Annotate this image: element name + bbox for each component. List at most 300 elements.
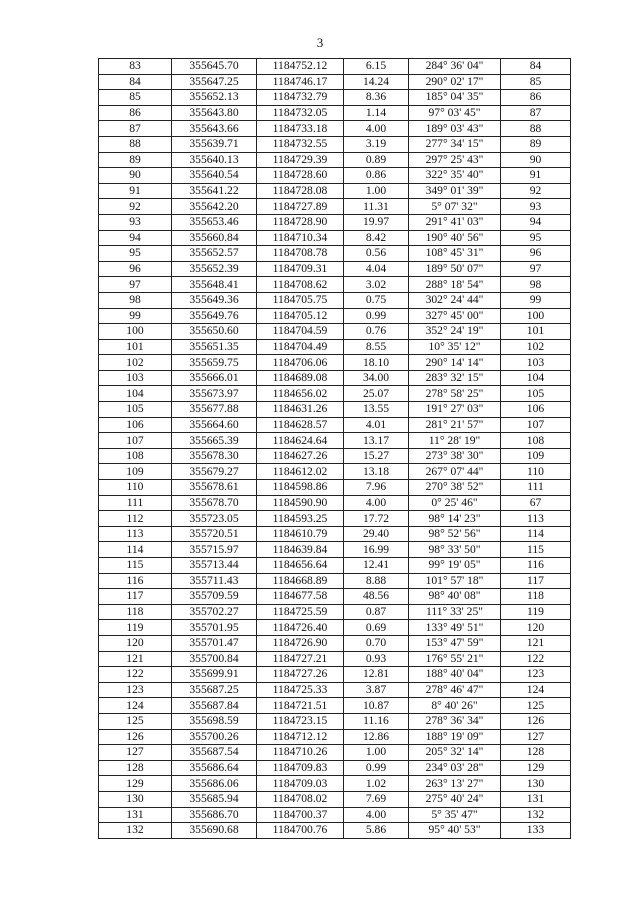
point-number-cell: 102 bbox=[99, 355, 172, 371]
distance-cell: 16.99 bbox=[344, 542, 409, 558]
next-point-cell: 127 bbox=[501, 729, 571, 745]
next-point-cell: 99 bbox=[501, 292, 571, 308]
x-coordinate-cell: 355678.61 bbox=[172, 480, 257, 496]
distance-cell: 11.31 bbox=[344, 199, 409, 215]
x-coordinate-cell: 355640.13 bbox=[172, 152, 257, 168]
x-coordinate-cell: 355653.46 bbox=[172, 214, 257, 230]
point-number-cell: 122 bbox=[99, 667, 172, 683]
bearing-cell: 10° 35' 12" bbox=[409, 339, 501, 355]
x-coordinate-cell: 355711.43 bbox=[172, 573, 257, 589]
table-row bbox=[99, 59, 571, 75]
point-number-cell: 117 bbox=[99, 589, 172, 605]
point-number-cell: 85 bbox=[99, 90, 172, 106]
x-coordinate-cell: 355679.27 bbox=[172, 464, 257, 480]
y-coordinate-cell: 1184590.90 bbox=[257, 495, 344, 511]
next-point-cell: 84 bbox=[501, 59, 571, 75]
next-point-cell: 113 bbox=[501, 511, 571, 527]
table-row bbox=[99, 713, 571, 729]
table-row bbox=[99, 90, 571, 106]
next-point-cell: 117 bbox=[501, 573, 571, 589]
point-number-cell: 116 bbox=[99, 573, 172, 589]
bearing-cell: 352° 24' 19" bbox=[409, 324, 501, 340]
bearing-cell: 283° 32' 15" bbox=[409, 370, 501, 386]
x-coordinate-cell: 355643.66 bbox=[172, 121, 257, 137]
y-coordinate-cell: 1184710.26 bbox=[257, 745, 344, 761]
table-row bbox=[99, 136, 571, 152]
table-row bbox=[99, 620, 571, 636]
point-number-cell: 127 bbox=[99, 745, 172, 761]
table-row bbox=[99, 183, 571, 199]
y-coordinate-cell: 1184704.59 bbox=[257, 324, 344, 340]
bearing-cell: 189° 50' 07" bbox=[409, 261, 501, 277]
table-row bbox=[99, 776, 571, 792]
y-coordinate-cell: 1184705.12 bbox=[257, 308, 344, 324]
y-coordinate-cell: 1184732.55 bbox=[257, 136, 344, 152]
bearing-cell: 290° 02' 17" bbox=[409, 74, 501, 90]
table-row bbox=[99, 308, 571, 324]
y-coordinate-cell: 1184704.49 bbox=[257, 339, 344, 355]
x-coordinate-cell: 355700.26 bbox=[172, 729, 257, 745]
y-coordinate-cell: 1184624.64 bbox=[257, 433, 344, 449]
x-coordinate-cell: 355645.70 bbox=[172, 59, 257, 75]
point-number-cell: 129 bbox=[99, 776, 172, 792]
point-number-cell: 121 bbox=[99, 651, 172, 667]
x-coordinate-cell: 355659.75 bbox=[172, 355, 257, 371]
next-point-cell: 96 bbox=[501, 246, 571, 262]
bearing-cell: 275° 40' 24" bbox=[409, 791, 501, 807]
x-coordinate-cell: 355687.84 bbox=[172, 698, 257, 714]
coordinates-table bbox=[98, 58, 571, 839]
bearing-cell: 98° 14' 23" bbox=[409, 511, 501, 527]
x-coordinate-cell: 355709.59 bbox=[172, 589, 257, 605]
distance-cell: 1.14 bbox=[344, 105, 409, 121]
distance-cell: 13.55 bbox=[344, 402, 409, 418]
bearing-cell: 98° 33' 50" bbox=[409, 542, 501, 558]
bearing-cell: 277° 34' 15" bbox=[409, 136, 501, 152]
y-coordinate-cell: 1184725.59 bbox=[257, 604, 344, 620]
x-coordinate-cell: 355649.76 bbox=[172, 308, 257, 324]
table-row bbox=[99, 791, 571, 807]
y-coordinate-cell: 1184708.02 bbox=[257, 791, 344, 807]
point-number-cell: 83 bbox=[99, 59, 172, 75]
bearing-cell: 278° 36' 34" bbox=[409, 713, 501, 729]
table-row bbox=[99, 324, 571, 340]
table-row bbox=[99, 480, 571, 496]
bearing-cell: 101° 57' 18" bbox=[409, 573, 501, 589]
y-coordinate-cell: 1184712.12 bbox=[257, 729, 344, 745]
distance-cell: 0.69 bbox=[344, 620, 409, 636]
x-coordinate-cell: 355677.88 bbox=[172, 402, 257, 418]
table-row bbox=[99, 168, 571, 184]
distance-cell: 6.15 bbox=[344, 59, 409, 75]
point-number-cell: 104 bbox=[99, 386, 172, 402]
bearing-cell: 97° 03' 45" bbox=[409, 105, 501, 121]
y-coordinate-cell: 1184710.34 bbox=[257, 230, 344, 246]
point-number-cell: 132 bbox=[99, 823, 172, 839]
x-coordinate-cell: 355639.71 bbox=[172, 136, 257, 152]
x-coordinate-cell: 355660.84 bbox=[172, 230, 257, 246]
distance-cell: 8.55 bbox=[344, 339, 409, 355]
next-point-cell: 125 bbox=[501, 698, 571, 714]
point-number-cell: 95 bbox=[99, 246, 172, 262]
bearing-cell: 185° 04' 35" bbox=[409, 90, 501, 106]
next-point-cell: 92 bbox=[501, 183, 571, 199]
point-number-cell: 100 bbox=[99, 324, 172, 340]
y-coordinate-cell: 1184709.03 bbox=[257, 776, 344, 792]
x-coordinate-cell: 355652.57 bbox=[172, 246, 257, 262]
distance-cell: 0.75 bbox=[344, 292, 409, 308]
x-coordinate-cell: 355720.51 bbox=[172, 526, 257, 542]
x-coordinate-cell: 355673.97 bbox=[172, 386, 257, 402]
table-row bbox=[99, 386, 571, 402]
x-coordinate-cell: 355723.05 bbox=[172, 511, 257, 527]
distance-cell: 13.17 bbox=[344, 433, 409, 449]
distance-cell: 12.81 bbox=[344, 667, 409, 683]
bearing-cell: 327° 45' 00" bbox=[409, 308, 501, 324]
table-row bbox=[99, 760, 571, 776]
table-row bbox=[99, 152, 571, 168]
x-coordinate-cell: 355686.06 bbox=[172, 776, 257, 792]
bearing-cell: 284° 36' 04" bbox=[409, 59, 501, 75]
distance-cell: 0.86 bbox=[344, 168, 409, 184]
y-coordinate-cell: 1184728.08 bbox=[257, 183, 344, 199]
point-number-cell: 86 bbox=[99, 105, 172, 121]
x-coordinate-cell: 355666.01 bbox=[172, 370, 257, 386]
distance-cell: 3.19 bbox=[344, 136, 409, 152]
bearing-cell: 273° 38' 30" bbox=[409, 448, 501, 464]
y-coordinate-cell: 1184728.60 bbox=[257, 168, 344, 184]
table-row bbox=[99, 745, 571, 761]
next-point-cell: 91 bbox=[501, 168, 571, 184]
point-number-cell: 106 bbox=[99, 417, 172, 433]
y-coordinate-cell: 1184733.18 bbox=[257, 121, 344, 137]
bearing-cell: 302° 24' 44" bbox=[409, 292, 501, 308]
next-point-cell: 97 bbox=[501, 261, 571, 277]
point-number-cell: 88 bbox=[99, 136, 172, 152]
next-point-cell: 109 bbox=[501, 448, 571, 464]
next-point-cell: 108 bbox=[501, 433, 571, 449]
x-coordinate-cell: 355643.80 bbox=[172, 105, 257, 121]
table-row bbox=[99, 214, 571, 230]
point-number-cell: 112 bbox=[99, 511, 172, 527]
next-point-cell: 67 bbox=[501, 495, 571, 511]
point-number-cell: 118 bbox=[99, 604, 172, 620]
distance-cell: 48.56 bbox=[344, 589, 409, 605]
y-coordinate-cell: 1184726.40 bbox=[257, 620, 344, 636]
table-row bbox=[99, 682, 571, 698]
next-point-cell: 100 bbox=[501, 308, 571, 324]
y-coordinate-cell: 1184612.02 bbox=[257, 464, 344, 480]
next-point-cell: 105 bbox=[501, 386, 571, 402]
bearing-cell: 267° 07' 44" bbox=[409, 464, 501, 480]
next-point-cell: 130 bbox=[501, 776, 571, 792]
x-coordinate-cell: 355687.25 bbox=[172, 682, 257, 698]
bearing-cell: 188° 40' 04" bbox=[409, 667, 501, 683]
bearing-cell: 133° 49' 51" bbox=[409, 620, 501, 636]
next-point-cell: 123 bbox=[501, 667, 571, 683]
y-coordinate-cell: 1184709.31 bbox=[257, 261, 344, 277]
page-number: 3 bbox=[316, 35, 324, 50]
table-row bbox=[99, 589, 571, 605]
y-coordinate-cell: 1184729.39 bbox=[257, 152, 344, 168]
y-coordinate-cell: 1184725.33 bbox=[257, 682, 344, 698]
point-number-cell: 96 bbox=[99, 261, 172, 277]
next-point-cell: 116 bbox=[501, 558, 571, 574]
x-coordinate-cell: 355651.35 bbox=[172, 339, 257, 355]
bearing-cell: 297° 25' 43" bbox=[409, 152, 501, 168]
x-coordinate-cell: 355649.36 bbox=[172, 292, 257, 308]
point-number-cell: 128 bbox=[99, 760, 172, 776]
bearing-cell: 0° 25' 46" bbox=[409, 495, 501, 511]
bearing-cell: 234° 03' 28" bbox=[409, 760, 501, 776]
distance-cell: 11.16 bbox=[344, 713, 409, 729]
next-point-cell: 104 bbox=[501, 370, 571, 386]
distance-cell: 1.02 bbox=[344, 776, 409, 792]
y-coordinate-cell: 1184668.89 bbox=[257, 573, 344, 589]
table-row bbox=[99, 448, 571, 464]
point-number-cell: 113 bbox=[99, 526, 172, 542]
table-row bbox=[99, 464, 571, 480]
y-coordinate-cell: 1184708.62 bbox=[257, 277, 344, 293]
distance-cell: 8.42 bbox=[344, 230, 409, 246]
table-row bbox=[99, 433, 571, 449]
point-number-cell: 105 bbox=[99, 402, 172, 418]
y-coordinate-cell: 1184677.58 bbox=[257, 589, 344, 605]
bearing-cell: 263° 13' 27" bbox=[409, 776, 501, 792]
point-number-cell: 131 bbox=[99, 807, 172, 823]
point-number-cell: 89 bbox=[99, 152, 172, 168]
y-coordinate-cell: 1184727.26 bbox=[257, 667, 344, 683]
bearing-cell: 188° 19' 09" bbox=[409, 729, 501, 745]
distance-cell: 0.56 bbox=[344, 246, 409, 262]
distance-cell: 0.99 bbox=[344, 760, 409, 776]
x-coordinate-cell: 355686.70 bbox=[172, 807, 257, 823]
point-number-cell: 123 bbox=[99, 682, 172, 698]
y-coordinate-cell: 1184705.75 bbox=[257, 292, 344, 308]
bearing-cell: 176° 55' 21" bbox=[409, 651, 501, 667]
y-coordinate-cell: 1184631.26 bbox=[257, 402, 344, 418]
point-number-cell: 92 bbox=[99, 199, 172, 215]
next-point-cell: 122 bbox=[501, 651, 571, 667]
next-point-cell: 131 bbox=[501, 791, 571, 807]
next-point-cell: 87 bbox=[501, 105, 571, 121]
point-number-cell: 101 bbox=[99, 339, 172, 355]
table-row bbox=[99, 667, 571, 683]
distance-cell: 15.27 bbox=[344, 448, 409, 464]
y-coordinate-cell: 1184732.79 bbox=[257, 90, 344, 106]
x-coordinate-cell: 355678.30 bbox=[172, 448, 257, 464]
next-point-cell: 98 bbox=[501, 277, 571, 293]
point-number-cell: 97 bbox=[99, 277, 172, 293]
x-coordinate-cell: 355699.91 bbox=[172, 667, 257, 683]
point-number-cell: 114 bbox=[99, 542, 172, 558]
point-number-cell: 110 bbox=[99, 480, 172, 496]
x-coordinate-cell: 355647.25 bbox=[172, 74, 257, 90]
x-coordinate-cell: 355650.60 bbox=[172, 324, 257, 340]
table-row bbox=[99, 635, 571, 651]
point-number-cell: 120 bbox=[99, 635, 172, 651]
next-point-cell: 93 bbox=[501, 199, 571, 215]
point-number-cell: 99 bbox=[99, 308, 172, 324]
next-point-cell: 88 bbox=[501, 121, 571, 137]
y-coordinate-cell: 1184610.79 bbox=[257, 526, 344, 542]
point-number-cell: 107 bbox=[99, 433, 172, 449]
x-coordinate-cell: 355690.68 bbox=[172, 823, 257, 839]
next-point-cell: 132 bbox=[501, 807, 571, 823]
distance-cell: 8.36 bbox=[344, 90, 409, 106]
distance-cell: 18.10 bbox=[344, 355, 409, 371]
distance-cell: 1.00 bbox=[344, 745, 409, 761]
x-coordinate-cell: 355701.47 bbox=[172, 635, 257, 651]
distance-cell: 5.86 bbox=[344, 823, 409, 839]
x-coordinate-cell: 355652.13 bbox=[172, 90, 257, 106]
point-number-cell: 119 bbox=[99, 620, 172, 636]
bearing-cell: 11° 28' 19" bbox=[409, 433, 501, 449]
point-number-cell: 109 bbox=[99, 464, 172, 480]
distance-cell: 0.87 bbox=[344, 604, 409, 620]
bearing-cell: 349° 01' 39" bbox=[409, 183, 501, 199]
y-coordinate-cell: 1184721.51 bbox=[257, 698, 344, 714]
distance-cell: 0.70 bbox=[344, 635, 409, 651]
distance-cell: 13.18 bbox=[344, 464, 409, 480]
y-coordinate-cell: 1184656.02 bbox=[257, 386, 344, 402]
next-point-cell: 106 bbox=[501, 402, 571, 418]
bearing-cell: 111° 33' 25" bbox=[409, 604, 501, 620]
coordinates-table-body bbox=[99, 59, 571, 839]
distance-cell: 3.02 bbox=[344, 277, 409, 293]
distance-cell: 19.97 bbox=[344, 214, 409, 230]
bearing-cell: 153° 47' 59" bbox=[409, 635, 501, 651]
table-row bbox=[99, 651, 571, 667]
x-coordinate-cell: 355642.20 bbox=[172, 199, 257, 215]
distance-cell: 4.01 bbox=[344, 417, 409, 433]
distance-cell: 0.89 bbox=[344, 152, 409, 168]
y-coordinate-cell: 1184752.12 bbox=[257, 59, 344, 75]
next-point-cell: 89 bbox=[501, 136, 571, 152]
next-point-cell: 101 bbox=[501, 324, 571, 340]
table-row bbox=[99, 277, 571, 293]
table-row bbox=[99, 339, 571, 355]
distance-cell: 25.07 bbox=[344, 386, 409, 402]
y-coordinate-cell: 1184627.26 bbox=[257, 448, 344, 464]
x-coordinate-cell: 355641.22 bbox=[172, 183, 257, 199]
bearing-cell: 8° 40' 26" bbox=[409, 698, 501, 714]
bearing-cell: 5° 07' 32" bbox=[409, 199, 501, 215]
table-row bbox=[99, 558, 571, 574]
distance-cell: 7.69 bbox=[344, 791, 409, 807]
bearing-cell: 281° 21' 57" bbox=[409, 417, 501, 433]
distance-cell: 0.76 bbox=[344, 324, 409, 340]
table-row bbox=[99, 495, 571, 511]
table-row bbox=[99, 292, 571, 308]
distance-cell: 29.40 bbox=[344, 526, 409, 542]
next-point-cell: 103 bbox=[501, 355, 571, 371]
next-point-cell: 114 bbox=[501, 526, 571, 542]
y-coordinate-cell: 1184700.76 bbox=[257, 823, 344, 839]
x-coordinate-cell: 355686.64 bbox=[172, 760, 257, 776]
point-number-cell: 87 bbox=[99, 121, 172, 137]
bearing-cell: 189° 03' 43" bbox=[409, 121, 501, 137]
distance-cell: 4.04 bbox=[344, 261, 409, 277]
next-point-cell: 86 bbox=[501, 90, 571, 106]
x-coordinate-cell: 355648.41 bbox=[172, 277, 257, 293]
distance-cell: 4.00 bbox=[344, 495, 409, 511]
distance-cell: 8.88 bbox=[344, 573, 409, 589]
y-coordinate-cell: 1184598.86 bbox=[257, 480, 344, 496]
y-coordinate-cell: 1184726.90 bbox=[257, 635, 344, 651]
point-number-cell: 84 bbox=[99, 74, 172, 90]
next-point-cell: 119 bbox=[501, 604, 571, 620]
next-point-cell: 102 bbox=[501, 339, 571, 355]
point-number-cell: 111 bbox=[99, 495, 172, 511]
distance-cell: 3.87 bbox=[344, 682, 409, 698]
x-coordinate-cell: 355700.84 bbox=[172, 651, 257, 667]
x-coordinate-cell: 355713.44 bbox=[172, 558, 257, 574]
next-point-cell: 118 bbox=[501, 589, 571, 605]
table-row bbox=[99, 370, 571, 386]
x-coordinate-cell: 355652.39 bbox=[172, 261, 257, 277]
x-coordinate-cell: 355685.94 bbox=[172, 791, 257, 807]
point-number-cell: 108 bbox=[99, 448, 172, 464]
next-point-cell: 115 bbox=[501, 542, 571, 558]
next-point-cell: 120 bbox=[501, 620, 571, 636]
bearing-cell: 95° 40' 53" bbox=[409, 823, 501, 839]
distance-cell: 0.93 bbox=[344, 651, 409, 667]
bearing-cell: 98° 40' 08" bbox=[409, 589, 501, 605]
table-row bbox=[99, 74, 571, 90]
bearing-cell: 278° 58' 25" bbox=[409, 386, 501, 402]
bearing-cell: 190° 40' 56" bbox=[409, 230, 501, 246]
table-row bbox=[99, 542, 571, 558]
bearing-cell: 205° 32' 14" bbox=[409, 745, 501, 761]
table-row bbox=[99, 526, 571, 542]
next-point-cell: 124 bbox=[501, 682, 571, 698]
table-row bbox=[99, 261, 571, 277]
table-row bbox=[99, 355, 571, 371]
bearing-cell: 191° 27' 03" bbox=[409, 402, 501, 418]
distance-cell: 4.00 bbox=[344, 121, 409, 137]
y-coordinate-cell: 1184706.06 bbox=[257, 355, 344, 371]
y-coordinate-cell: 1184727.89 bbox=[257, 199, 344, 215]
next-point-cell: 111 bbox=[501, 480, 571, 496]
next-point-cell: 126 bbox=[501, 713, 571, 729]
table-row bbox=[99, 105, 571, 121]
next-point-cell: 107 bbox=[501, 417, 571, 433]
table-row bbox=[99, 823, 571, 839]
table-row bbox=[99, 402, 571, 418]
x-coordinate-cell: 355665.39 bbox=[172, 433, 257, 449]
table-row bbox=[99, 573, 571, 589]
y-coordinate-cell: 1184746.17 bbox=[257, 74, 344, 90]
table-row bbox=[99, 230, 571, 246]
bearing-cell: 278° 46' 47" bbox=[409, 682, 501, 698]
point-number-cell: 90 bbox=[99, 168, 172, 184]
bearing-cell: 290° 14' 14" bbox=[409, 355, 501, 371]
next-point-cell: 133 bbox=[501, 823, 571, 839]
next-point-cell: 129 bbox=[501, 760, 571, 776]
point-number-cell: 126 bbox=[99, 729, 172, 745]
point-number-cell: 94 bbox=[99, 230, 172, 246]
next-point-cell: 95 bbox=[501, 230, 571, 246]
y-coordinate-cell: 1184728.90 bbox=[257, 214, 344, 230]
y-coordinate-cell: 1184689.08 bbox=[257, 370, 344, 386]
next-point-cell: 85 bbox=[501, 74, 571, 90]
bearing-cell: 270° 38' 52" bbox=[409, 480, 501, 496]
table-row bbox=[99, 729, 571, 745]
distance-cell: 1.00 bbox=[344, 183, 409, 199]
bearing-cell: 5° 35' 47" bbox=[409, 807, 501, 823]
distance-cell: 14.24 bbox=[344, 74, 409, 90]
